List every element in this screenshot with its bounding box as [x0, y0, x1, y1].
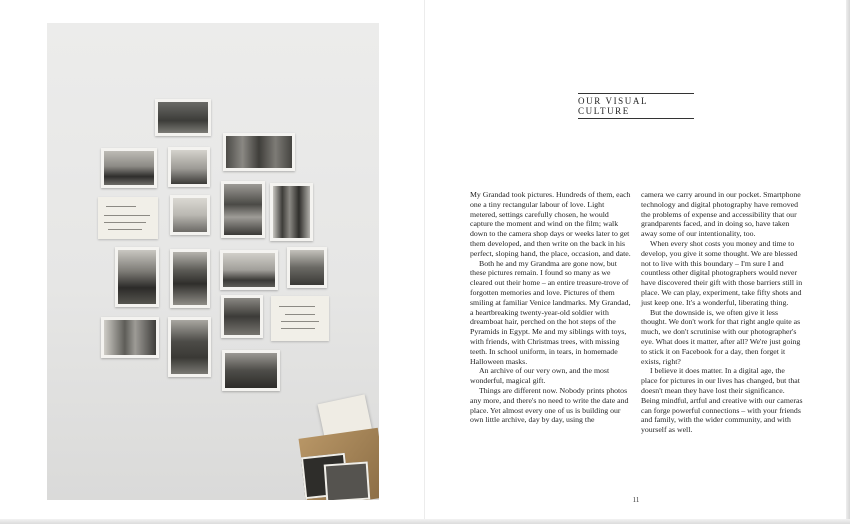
snapshot-monument	[101, 317, 159, 358]
paragraph: But the downside is, we often give it less thought. We don't work for that right angle quite as much, we don't scrutinise with our photographer's eye. What does it matter, after all? We're just going to stick it on Facebook for a day, then forget it exists, right?	[641, 307, 801, 366]
snapshot-soldier	[170, 249, 210, 308]
paragraph: camera we carry around in our pocket. Smartphone technology and digital photography have removed the problems of expense and accessibility that our grandparents faced, and in doing so, have taken away some of our intentionality, too.	[641, 190, 801, 239]
paragraph: When every shot costs you money and time to develop, you give it some thought. We are blessed not to live with this boundary – I'm sure I and countless other digital photographers would never have discovered their gift with those barriers still in place. We can play, experiment, take fifty shots and just keep one. It's a wonderful, liberating thing.	[641, 238, 803, 307]
snapshot-arches	[155, 99, 211, 136]
handwritten-note-card	[98, 197, 158, 239]
page-spine	[424, 0, 425, 524]
section-heading	[578, 93, 694, 119]
page-bottom-edge	[0, 519, 850, 524]
handwritten-note-card-2	[271, 296, 329, 341]
page-number: 11	[632, 496, 640, 504]
snapshot-courtyard	[222, 350, 280, 391]
snapshot-swimmer	[221, 181, 265, 238]
page-edge	[846, 0, 850, 524]
text-column-left	[470, 190, 632, 425]
paragraph: Both he and my Grandma are gone now, but these pictures remain. I found so many as we cleared out their home – an entire treasure-trove of forgotten memories and love. Pictures of them smiling at familiar Venice landmarks. My Grandad, a heartbreaking twenty-year-old soldier with dreamboat hair, perched on the hot steps of the Pyramids in Egypt. Me and my siblings with toys, with friends, with Christmas trees, with missing teeth. In school uniform, in tears, in homemade Halloween masks.	[470, 258, 631, 366]
snapshot-landscape	[220, 250, 278, 290]
snapshot-colonnade	[223, 133, 295, 171]
paragraph: I believe it does matter. In a digital age, the place for pictures in our lives has changed, but that doesn't mean they have lost their significance. Being mindful, artful and creative with our cameras can forge powerful connections – with your friends and family, with the wider community, and with yourself as well.	[641, 366, 803, 435]
snapshot-family	[221, 295, 263, 338]
paragraph: My Grandad took pictures. Hundreds of them, each one a tiny rectangular labour of love. Light metered, settings carefully chosen, he would capture the moment and wind on the film; walk down to the camera shop days or weeks later to get them developed, and then write on the back in his perfect, sloping hand, the place, occasion, and date.	[470, 190, 631, 258]
snapshot-portrait	[168, 317, 211, 377]
snapshot-couple	[101, 148, 157, 188]
snapshot-children	[170, 195, 210, 235]
section-heading-text: OUR VISUAL CULTURE	[578, 96, 648, 116]
photo-stack	[297, 393, 379, 500]
paragraph: An archive of our very own, and the most wonderful, magical gift.	[470, 366, 610, 386]
photo-wall-image	[47, 23, 379, 500]
text-column-right	[641, 190, 803, 435]
snapshot-city	[287, 247, 327, 288]
snapshot-ruins	[270, 183, 313, 241]
snapshot-pyramid	[115, 247, 159, 307]
snapshot-beach	[168, 147, 210, 187]
paragraph: Things are different now. Nobody prints photos any more, and there's no need to write the date and place. Yet almost every one of us is building our own little archive, day by day, using the	[470, 385, 629, 425]
